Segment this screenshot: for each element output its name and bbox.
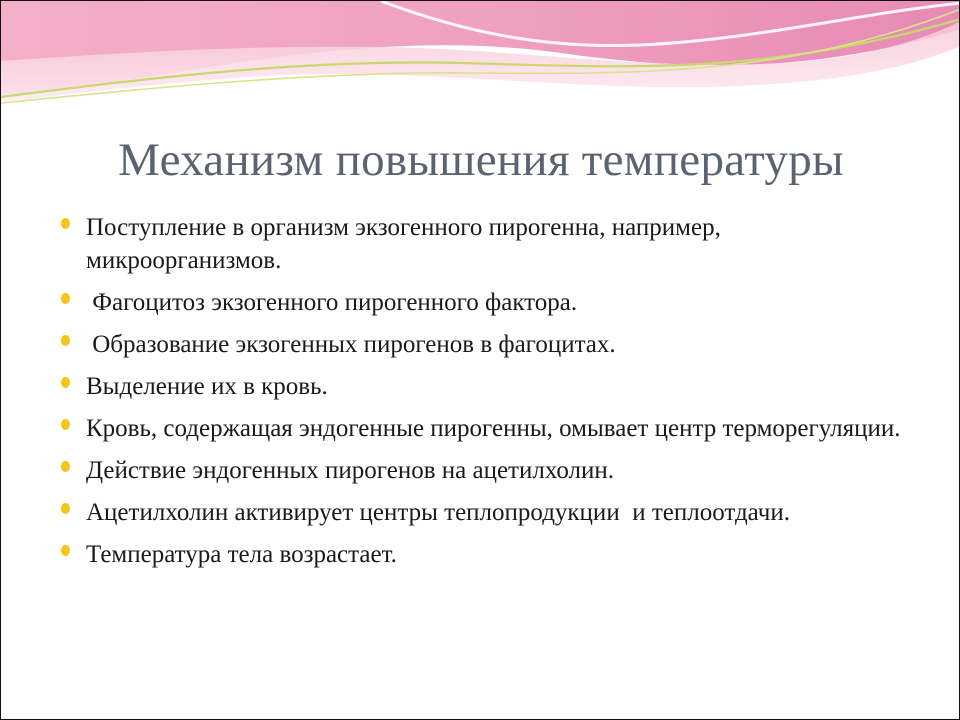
bullet-text: Кровь, содержащая эндогенные пирогенны, омывает центр терморегуляции. xyxy=(86,415,901,442)
bullet-text: Температура тела возрастает. xyxy=(86,541,397,568)
bullet-text: Образование экзогенных пирогенов в фагоцитах. xyxy=(86,331,616,358)
bullet-text: Ацетилхолин активирует центры теплопродукции и теплоотдачи. xyxy=(86,499,790,526)
list-item xyxy=(61,454,921,487)
bullet-icon xyxy=(61,503,70,514)
bullet-text: Выделение их в кровь. xyxy=(86,373,328,400)
bullet-icon xyxy=(61,545,70,556)
bullet-icon xyxy=(61,293,70,304)
slide-title: Механизм повышения температуры xyxy=(118,134,844,186)
bullet-text: Поступление в организм экзогенного пирогенна, например, микроорганизмов. xyxy=(86,214,721,274)
list-item xyxy=(61,286,921,319)
list-item xyxy=(61,412,921,445)
bullet-icon xyxy=(61,419,70,430)
bullet-icon xyxy=(61,461,70,472)
list-item xyxy=(61,328,921,361)
list-item xyxy=(61,211,921,277)
bullet-list xyxy=(61,211,921,580)
bullet-text: Фагоцитоз экзогенного пирогенного фактора. xyxy=(86,289,578,316)
bullet-icon xyxy=(61,218,70,229)
bullet-icon xyxy=(61,377,70,388)
list-item xyxy=(61,370,921,403)
list-item xyxy=(61,496,921,529)
list-item xyxy=(61,538,921,571)
bullet-icon xyxy=(61,335,70,346)
bullet-text: Действие эндогенных пирогенов на ацетилхолин. xyxy=(86,457,615,484)
decorative-header-waves xyxy=(1,1,960,111)
